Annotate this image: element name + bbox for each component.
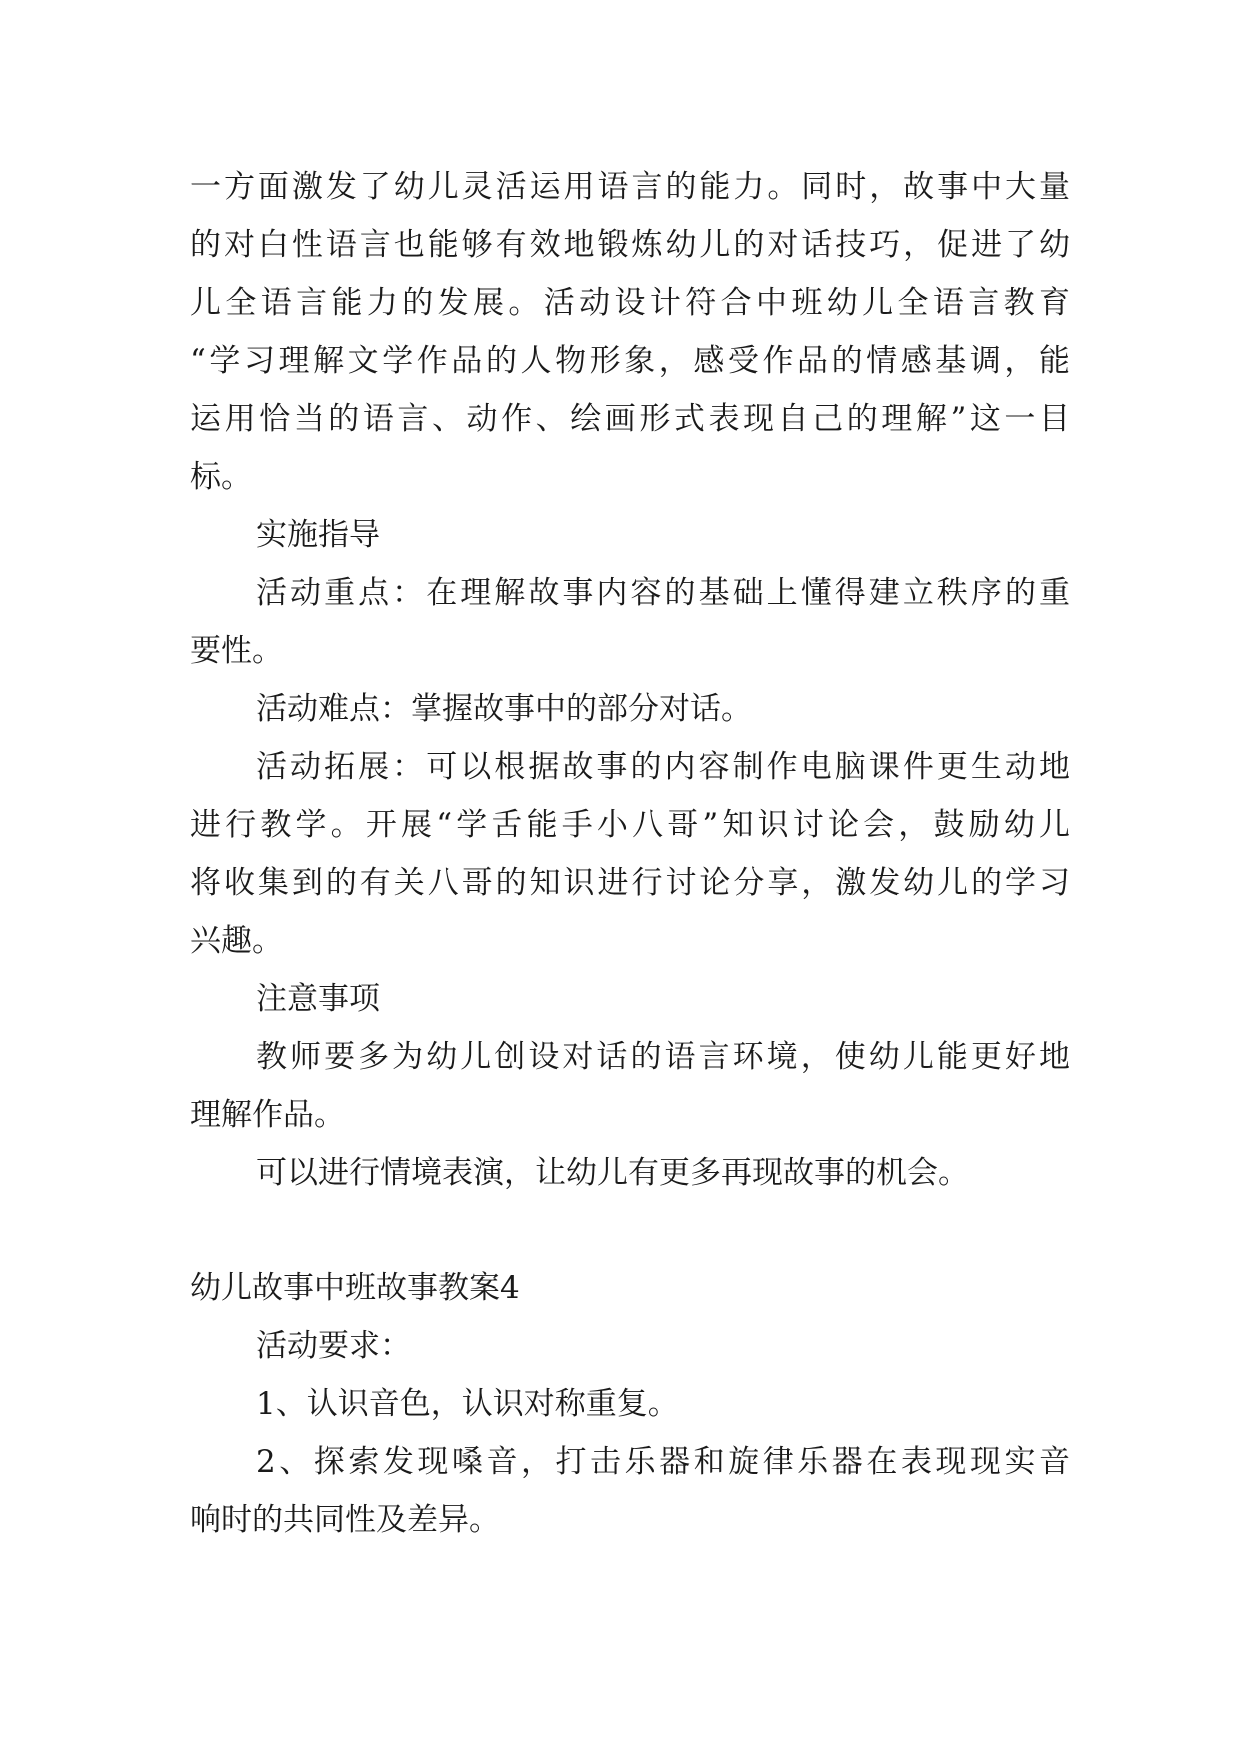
paragraph-line: 活动难点：掌握故事中的部分对话。: [256, 691, 752, 727]
list-item: 1、认识音色，认识对称重复。: [256, 1386, 679, 1422]
paragraph-line: 活动重点：在理解故事内容的基础上懂得建立秩序的重: [256, 575, 1070, 611]
paragraph-line: 兴趣。: [190, 923, 283, 959]
paragraph-line: 儿全语言能力的发展。活动设计符合中班幼儿全语言教育: [190, 285, 1070, 321]
paragraph-line: 的对白性语言也能够有效地锻炼幼儿的对话技巧，促进了幼: [190, 227, 1070, 263]
paragraph-line: 可以进行情境表演，让幼儿有更多再现故事的机会。: [256, 1155, 969, 1191]
document-title: 幼儿故事中班故事教案4: [190, 1270, 520, 1306]
paragraph-line: 标。: [190, 459, 252, 495]
paragraph-line: 一方面激发了幼儿灵活运用语言的能力。同时，故事中大量: [190, 169, 1070, 205]
paragraph-line: 活动要求：: [256, 1328, 411, 1364]
paragraph-line: 响时的共同性及差异。: [190, 1502, 500, 1538]
paragraph-line: “学习理解文学作品的人物形象，感受作品的情感基调，能: [190, 343, 1070, 379]
section-heading: 实施指导: [256, 517, 380, 553]
paragraph-line: 将收集到的有关八哥的知识进行讨论分享，激发幼儿的学习: [190, 865, 1070, 901]
paragraph-line: 运用恰当的语言、动作、绘画形式表现自己的理解”这一目: [190, 401, 1070, 437]
list-item: 2、探索发现嗓音，打击乐器和旋律乐器在表现现实音: [256, 1444, 1070, 1480]
paragraph-line: 教师要多为幼儿创设对话的语言环境，使幼儿能更好地: [256, 1039, 1070, 1075]
paragraph-line: 要性。: [190, 633, 283, 669]
paragraph-line: 理解作品。: [190, 1097, 345, 1133]
paragraph-line: 活动拓展：可以根据故事的内容制作电脑课件更生动地: [256, 749, 1070, 785]
paragraph-line: 进行教学。开展“学舌能手小八哥”知识讨论会，鼓励幼儿: [190, 807, 1070, 843]
section-heading: 注意事项: [256, 981, 380, 1017]
